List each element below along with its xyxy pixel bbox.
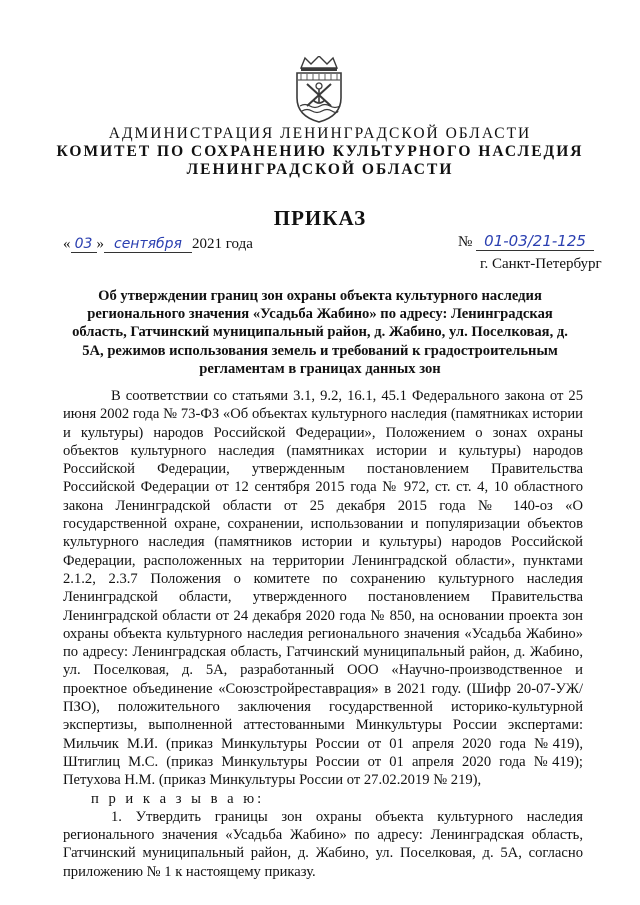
committee-name: КОМИТЕТ ПО СОХРАНЕНИЮ КУЛЬТУРНОГО НАСЛЕДИЯ	[56, 143, 584, 160]
date-day: 03	[71, 236, 97, 253]
document-number	[458, 232, 594, 251]
organization-name: АДМИНИСТРАЦИЯ ЛЕНИНГРАДСКОЙ ОБЛАСТИ	[108, 125, 532, 142]
document-body	[63, 387, 583, 881]
number-value: 01-03/21-125	[476, 232, 594, 251]
order-word: п р и к а з ы в а ю:	[91, 790, 265, 807]
document-city: г. Санкт-Петербург	[480, 256, 602, 272]
order-item-1: 1. Утвердить границы зон охраны объекта культурного наследия регионального значения «Усадьба Жабино» по адресу: Ленинградская область, Гатчинский муниципальный район, д. Жабино, ул. Поселковая, д. 5А, согласно приложению № 1 к настоящему приказу.	[63, 808, 583, 880]
date-close-quote: »	[96, 236, 104, 252]
date-month: сентября	[104, 236, 192, 253]
date-year: 2021 года	[192, 236, 253, 252]
document-subject: Об утверждении границ зон охраны объекта культурного наследия регионального значения «Усадьба Жабино» по адресу: Ленинградская область, Гатчинский муниципальный район, д. Жабино, ул. Поселковая, д. 5А, режимов использования земель и требований к градостроительным регламентам в границах данных зон	[72, 288, 568, 377]
date-open-quote: «	[63, 236, 71, 252]
number-prefix: №	[458, 234, 473, 250]
committee-region: ЛЕНИНГРАДСКОЙ ОБЛАСТИ	[186, 161, 454, 178]
coat-of-arms-icon	[291, 56, 347, 124]
preamble-paragraph: В соответствии со статьями 3.1, 9.2, 16.1, 45.1 Федерального закона от 25 июня 2002 года № 73-ФЗ «Об объектах культурного наследия (памятниках истории и культуры) народов Российской Федерации», Положением о зонах охраны объектов культурного наследия (памятниках истории и культуры) народов Российской Федерации, утвержденным постановлением Правительства Российской Федерации от 12 сентября 2015 года № 972, ст. ст. 4, 10 областного закона Ленинградской области от 25 декабря 2015 года № 140-оз «О государственной охране, сохранении, использовании и популяризации объектов культурного наследия (памятников истории и культуры) народов Российской Федерации, расположенных на территории Ленинградской области», пунктами 2.1.2, 2.3.7 Положения о комитете по сохранению культурного наследия Ленинградской области, утвержденного постановлением Правительства Ленинградской области от 24 декабря 2020 года № 850, на основании проекта зон охраны объекта культурного наследия регионального значения «Усадьба Жабино» по адресу: Ленинградская область, Гатчинский муниципальный район, д. Жабино, ул. Поселковая, д. 5А, разработанный ООО «Научно-производственное и проектное объединение «Союзстройреставрация» в 2021 году. (Шифр 20-07-УЖ/ПЗО), положительного заключения государственной историко-культурной экспертизы, выполненной аттестованными Минкультуры России экспертами: Мильчик М.И. (приказ Минкультуры России от 01 апреля 2020 года №419), Штиглиц М.С. (приказ Минкультуры России от 01 апреля 2020 года №419); Петухова Н.М. (приказ Минкультуры России от 27.02.2019 № 219),	[63, 388, 583, 789]
document-title: ПРИКАЗ	[273, 206, 367, 230]
document-date	[63, 236, 253, 253]
